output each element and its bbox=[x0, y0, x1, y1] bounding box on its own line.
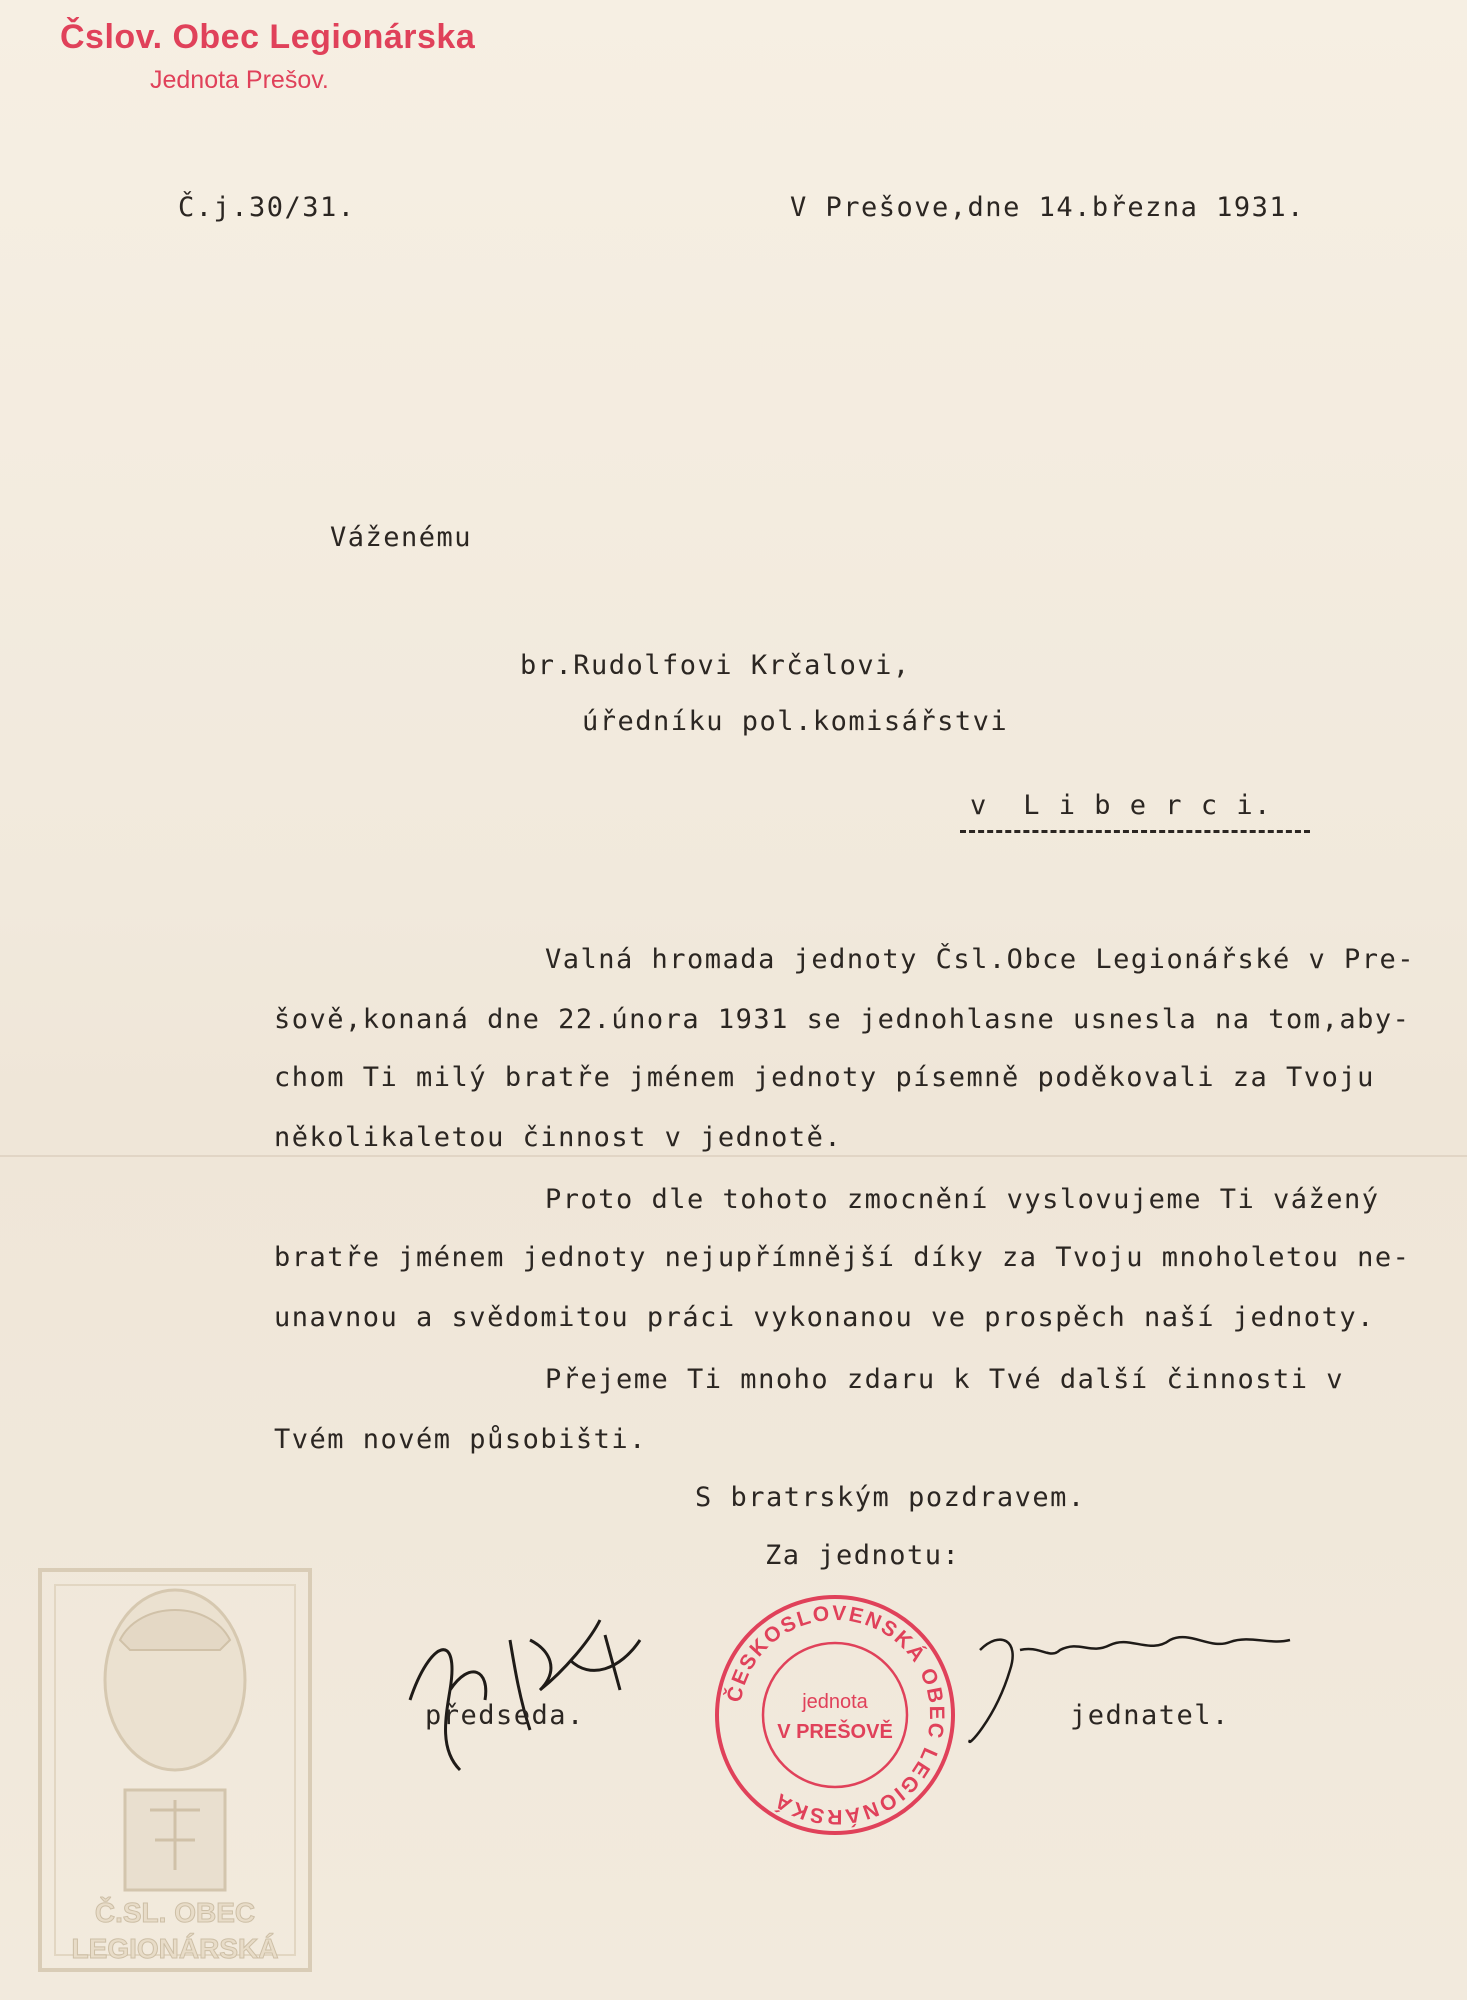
recipient-name: br.Rudolfovi Krčalovi, bbox=[520, 650, 911, 681]
chairman-signature bbox=[390, 1580, 660, 1780]
body-line: šově,konaná dne 22.února 1931 se jednohlasne usnesla na tom,aby- bbox=[274, 1004, 1411, 1035]
letterhead-organization: Čslov. Obec Legionárska bbox=[60, 18, 476, 56]
recipient-position: úředníku pol.komisářstvi bbox=[582, 706, 1009, 737]
reference-number: Č.j.30/31. bbox=[178, 192, 356, 223]
closing: S bratrským pozdravem. bbox=[695, 1482, 1086, 1513]
body-line: Proto dle tohoto zmocnění vyslovujeme Ti vážený bbox=[545, 1184, 1380, 1215]
stamp-ring-text: ČESKOSLOVENSKÁ OBEC LEGIONÁRSKÁ bbox=[722, 1601, 949, 1829]
secretary-signature bbox=[960, 1610, 1310, 1760]
recipient-city: v L i b e r c i. bbox=[970, 790, 1272, 821]
stamp-center-line2: V PREŠOVĚ bbox=[777, 1721, 893, 1743]
paper-fold-line bbox=[0, 1155, 1467, 1157]
emboss-line2: LEGIONÁRSKÁ bbox=[71, 1933, 279, 1964]
body-line: Valná hromada jednoty Čsl.Obce Legionářské v Pre- bbox=[545, 944, 1416, 975]
salutation: Váženému bbox=[330, 522, 473, 553]
letterhead-branch: Jednota Prešov. bbox=[150, 66, 329, 94]
city-underline bbox=[960, 830, 1310, 833]
stamp-center-line1: jednota bbox=[802, 1691, 868, 1713]
body-line: Přejeme Ti mnoho zdaru k Tvé další činnosti v bbox=[545, 1364, 1344, 1395]
svg-text:ČESKOSLOVENSKÁ OBEC LEGIONÁRSK bbox=[722, 1602, 948, 1828]
body-line: unavnou a svědomitou práci vykonanou ve prospěch naší jednoty. bbox=[274, 1302, 1375, 1333]
embossed-legion-seal bbox=[30, 1530, 320, 1980]
secretary-title: jednatel. bbox=[1070, 1700, 1230, 1731]
body-line: bratře jménem jednoty nejupřímnější díky za Tvoju mnoholetou ne- bbox=[274, 1242, 1411, 1273]
body-line: několikaletou činnost v jednotě. bbox=[274, 1122, 843, 1153]
emboss-line1: Č.SL. OBEC bbox=[94, 1897, 256, 1928]
chairman-title: předseda. bbox=[425, 1700, 585, 1731]
body-line: chom Ti milý bratře jménem jednoty písemně poděkovali za Tvoju bbox=[274, 1062, 1375, 1093]
place-and-date: V Prešove,dne 14.března 1931. bbox=[790, 192, 1305, 223]
round-organization-stamp bbox=[710, 1590, 960, 1840]
for-unit: Za jednotu: bbox=[765, 1540, 961, 1571]
body-line: Tvém novém působišti. bbox=[274, 1424, 647, 1455]
